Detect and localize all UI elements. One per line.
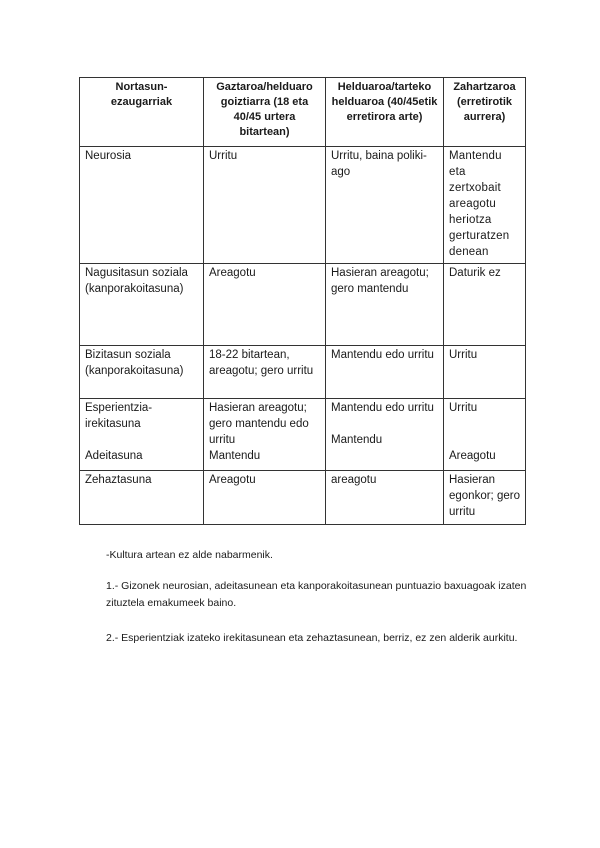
old-cell: Hasieran egonkor; gero urritu [444, 471, 526, 525]
young-openness: Hasieran areagotu; gero mantendu edo urritu [209, 402, 309, 446]
middle-openness: Mantendu edo urritu [331, 402, 434, 414]
header-young-adulthood: Gaztaroa/helduaro goiztiarra (18 eta 40/45 urtera bitartean) [204, 78, 326, 147]
middle-cell: areagotu [326, 471, 444, 525]
note-no-differences: 2.- Esperientziak izateko irekitasunean eta zehaztasunean, berriz, ez zen alderik aurkitu. [106, 632, 518, 644]
old-agreeableness: Areagotu [449, 450, 496, 462]
young-cell: Areagotu [204, 264, 326, 346]
young-cell: Urritu [204, 147, 326, 264]
trait-cell [80, 399, 204, 471]
young-cell [204, 399, 326, 471]
header-traits: Nortasun-ezaugarriak [80, 78, 204, 147]
old-cell: Urritu [444, 346, 526, 399]
table-row [80, 264, 526, 346]
middle-cell: Urritu, baina polikiago [326, 147, 444, 264]
table-row [80, 399, 526, 471]
table-row [80, 471, 526, 525]
trait-cell: Nagusitasun soziala (kanporakoitasuna) [80, 264, 204, 346]
note-gender-differences: 1.- Gizonek neurosian, adeitasunean eta kanporakoitasunean puntuazio baxuagoak izaten zituztela emakumeek baino. [106, 580, 527, 609]
trait-agreeableness: Adeitasuna [85, 450, 143, 462]
trait-cell: Zehaztasuna [80, 471, 204, 525]
trait-cell: Bizitasun soziala (kanporakoitasuna) [80, 346, 204, 399]
middle-agreeableness: Mantendu [331, 434, 383, 446]
personality-traits-table [79, 77, 526, 525]
header-old-age: Zahartzaroa (erretirotik aurrera) [444, 78, 526, 147]
table-row [80, 147, 526, 264]
trait-cell: Neurosia [80, 147, 204, 264]
middle-cell: Hasieran areagotu; gero mantendu [326, 264, 444, 346]
middle-cell [326, 399, 444, 471]
header-middle-adulthood: Helduaroa/tarteko helduaroa (40/45etik erretirora arte) [326, 78, 444, 147]
old-cell: Daturik ez [444, 264, 526, 346]
young-agreeableness: Mantendu [209, 450, 261, 462]
young-cell: 18-22 bitartean, areagotu; gero urritu [204, 346, 326, 399]
middle-cell: Mantendu edo urritu [326, 346, 444, 399]
table-header-row [80, 78, 526, 147]
old-cell: Mantendu eta zertxobait areagotu heriotza gerturatzen denean [444, 147, 526, 264]
table-row [80, 346, 526, 399]
note-culture: -Kultura artean ez alde nabarmenik. [106, 549, 273, 561]
old-cell [444, 399, 526, 471]
old-openness: Urritu [449, 402, 478, 414]
young-cell: Areagotu [204, 471, 326, 525]
trait-openness: Esperientzia-irekitasuna [85, 402, 153, 430]
